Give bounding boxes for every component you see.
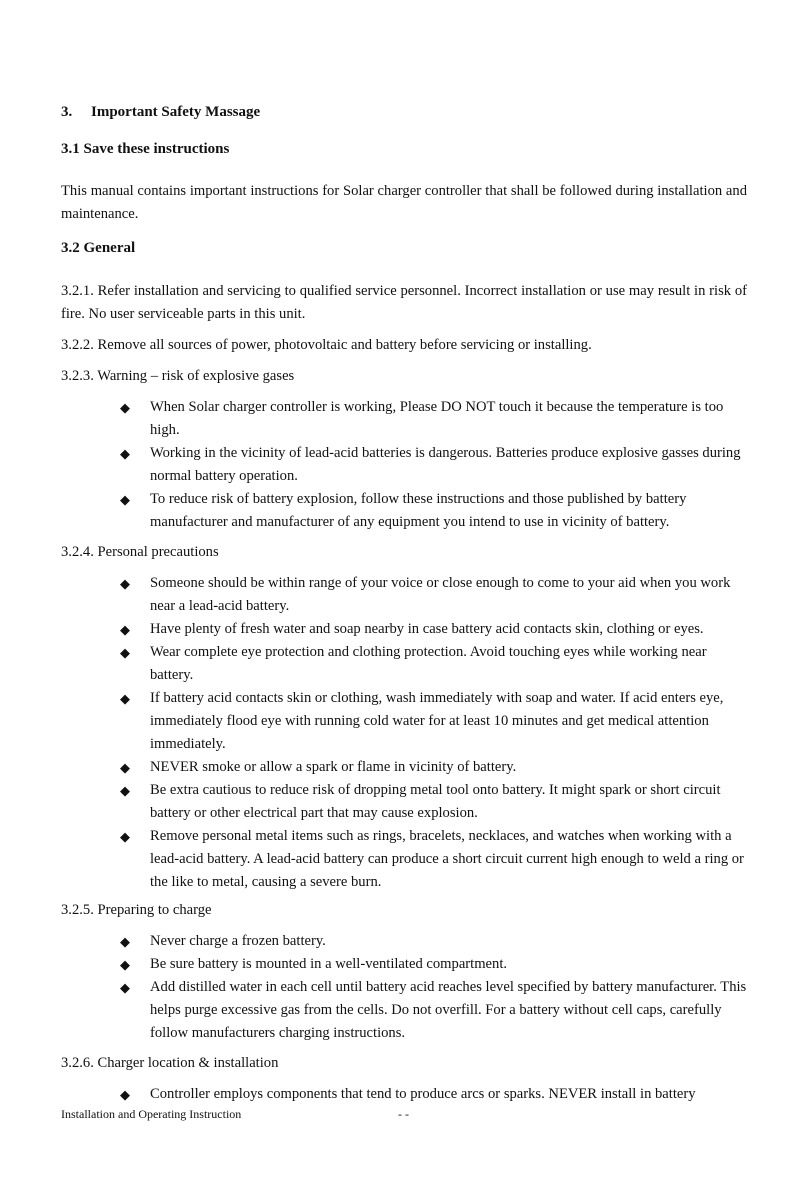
item-3-2-5-label: 3.2.5. Preparing to charge: [61, 902, 212, 918]
section-heading: [61, 104, 260, 121]
list-item: ◆ Have plenty of fresh water and soap nearby in case battery acid contacts skin, clothing or eyes.: [120, 618, 748, 641]
diamond-bullet-icon: ◆: [120, 934, 130, 949]
list-item: ◆ When Solar charger controller is working, Please DO NOT touch it because the temperature is too high.: [120, 396, 748, 442]
item-3-2-1: 3.2.1. Refer installation and servicing to qualified service personnel. Incorrect installation or use may result in risk of fire. No user serviceable parts in this unit.: [61, 283, 747, 322]
diamond-bullet-icon: ◆: [120, 622, 130, 637]
diamond-bullet-icon: ◆: [120, 783, 130, 798]
bullet-list-3-2-4: [120, 572, 748, 894]
list-item: ◆ Someone should be within range of your voice or close enough to come to your aid when you work near a lead-acid battery.: [120, 572, 748, 618]
list-item: ◆ Be extra cautious to reduce risk of dropping metal tool onto battery. It might spark or short circuit battery or other electrical part that may cause explosion.: [120, 779, 748, 825]
list-item: ◆ If battery acid contacts skin or clothing, wash immediately with soap and water. If acid enters eye, immediately flood eye with running cold water for at least 10 minutes and get medical attention immediately.: [120, 687, 748, 756]
bullet-list-3-2-5: [120, 930, 748, 1045]
section-title: Important Safety Massage: [91, 104, 261, 120]
list-item: ◆ To reduce risk of battery explosion, follow these instructions and those published by battery manufacturer and manufacturer of any equipment you intend to use in vicinity of battery.: [120, 488, 748, 534]
list-item: ◆ Controller employs components that tend to produce arcs or sparks. NEVER install in battery: [120, 1083, 748, 1106]
item-3-2-6-label: 3.2.6. Charger location & installation: [61, 1055, 279, 1071]
bullet-list-3-2-3: [120, 396, 748, 534]
diamond-bullet-icon: ◆: [120, 957, 130, 972]
diamond-bullet-icon: ◆: [120, 980, 130, 995]
list-item: ◆ Working in the vicinity of lead-acid batteries is dangerous. Batteries produce explosive gasses during normal battery operation.: [120, 442, 748, 488]
list-item: ◆ NEVER smoke or allow a spark or flame in vicinity of battery.: [120, 756, 748, 779]
list-item: ◆ Wear complete eye protection and clothing protection. Avoid touching eyes while working near battery.: [120, 641, 748, 687]
item-3-2-4-label: 3.2.4. Personal precautions: [61, 544, 219, 560]
diamond-bullet-icon: ◆: [120, 446, 130, 461]
diamond-bullet-icon: ◆: [120, 492, 130, 507]
list-item: ◆ Be sure battery is mounted in a well-ventilated compartment.: [120, 953, 748, 976]
bullet-list-3-2-6: [120, 1083, 748, 1106]
diamond-bullet-icon: ◆: [120, 645, 130, 660]
list-item: ◆ Add distilled water in each cell until battery acid reaches level specified by battery manufacturer. This helps purge excessive gas from the cells. Do not overfill. For a battery without cell caps, carefully follow manufacturers charging instructions.: [120, 976, 748, 1045]
list-item: ◆ Never charge a frozen battery.: [120, 930, 748, 953]
list-item: ◆ Remove personal metal items such as rings, bracelets, necklaces, and watches when working with a lead-acid battery. A lead-acid battery can produce a short circuit current high enough to weld a ring or the like to metal, causing a severe burn.: [120, 825, 748, 894]
footer-page-number: - -: [398, 1107, 409, 1121]
section-number: 3.: [61, 104, 73, 120]
diamond-bullet-icon: ◆: [120, 1087, 130, 1102]
diamond-bullet-icon: ◆: [120, 400, 130, 415]
diamond-bullet-icon: ◆: [120, 829, 130, 844]
diamond-bullet-icon: ◆: [120, 691, 130, 706]
subsection-3-1-paragraph: This manual contains important instructions for Solar charger controller that shall be followed during installation and maintenance.: [61, 183, 747, 222]
footer-title: Installation and Operating Instruction: [61, 1107, 242, 1121]
subsection-3-2-title: 3.2 General: [61, 240, 136, 256]
item-3-2-3-label: 3.2.3. Warning – risk of explosive gases: [61, 368, 295, 384]
subsection-3-1-title: 3.1 Save these instructions: [61, 141, 230, 157]
diamond-bullet-icon: ◆: [120, 760, 130, 775]
item-3-2-2: 3.2.2. Remove all sources of power, photovoltaic and battery before servicing or installing.: [61, 337, 592, 353]
diamond-bullet-icon: ◆: [120, 576, 130, 591]
